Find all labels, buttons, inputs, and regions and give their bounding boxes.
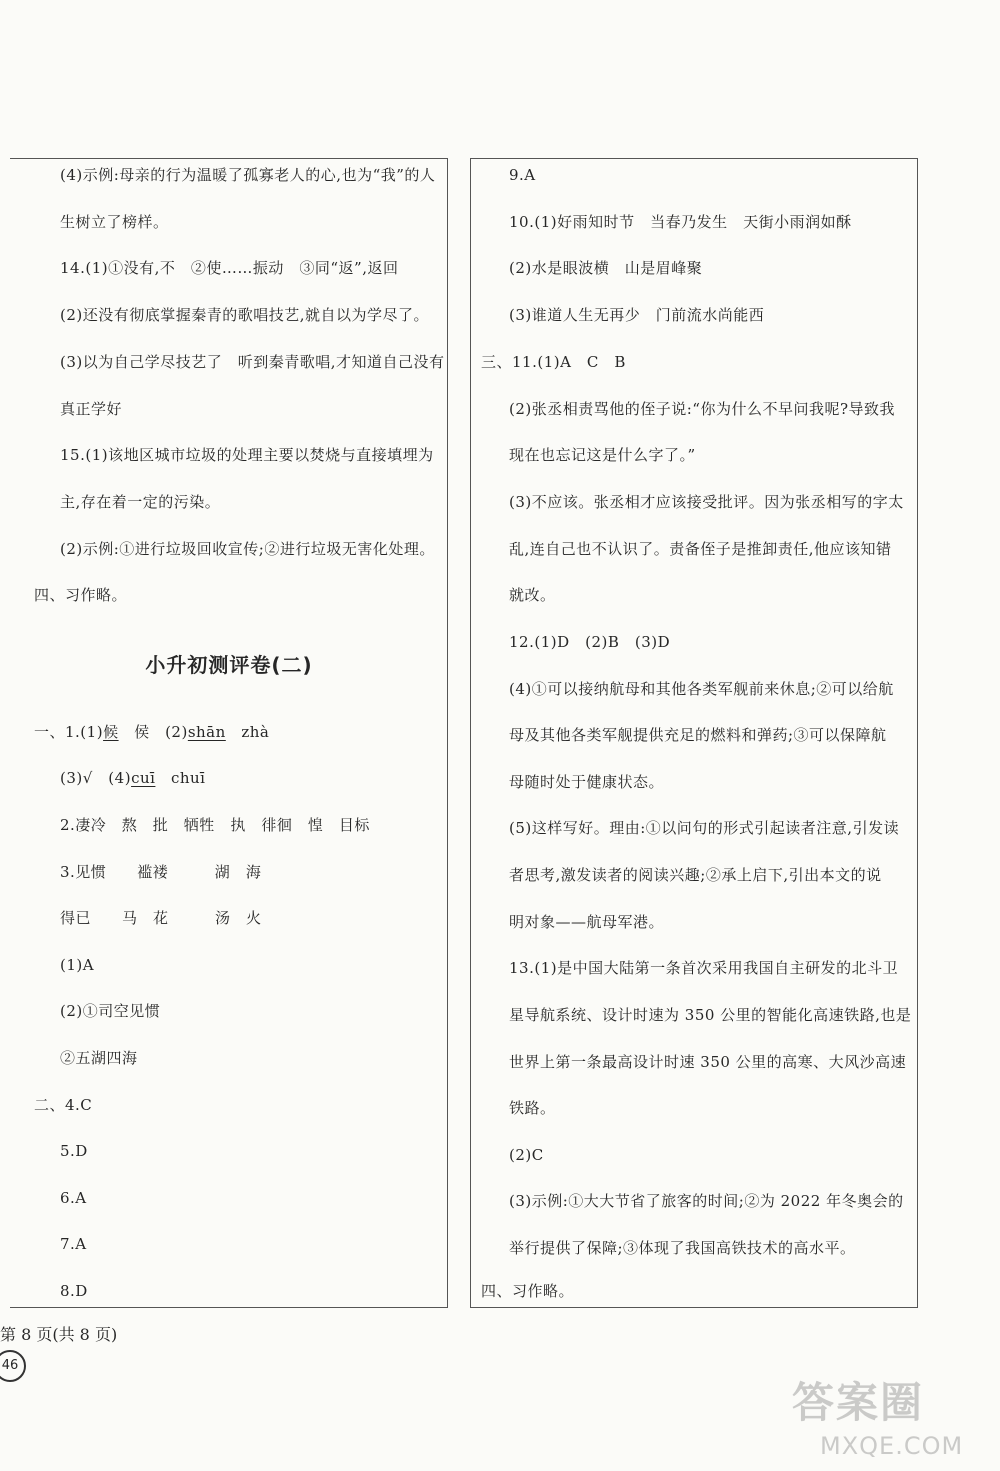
page-number-badge: 46 xyxy=(0,1350,26,1382)
right-answer-column xyxy=(470,158,918,1308)
answer-line: (2)还没有彻底掌握秦青的歌唱技艺,就自以为学尽了。 xyxy=(60,306,430,324)
answer-line: (3)不应该。张丞相才应该接受批评。因为张丞相写的字太 xyxy=(509,493,904,511)
answer-line: 星导航系统、设计时速为 350 公里的智能化高速铁路,也是 xyxy=(509,1006,912,1024)
answer-line: 二、4.C xyxy=(34,1096,93,1114)
answer-line: (3)谁道人生无再少 门前流水尚能西 xyxy=(509,306,765,324)
q1-prefix: 一、1.(1) xyxy=(34,723,104,741)
answer-line: 现在也忘记这是什么字了。” xyxy=(509,446,696,464)
answer-line: (3)以为自己学尽技艺了 听到秦青歌唱,才知道自己没有 xyxy=(60,353,445,371)
answer-line: 明对象——航母军港。 xyxy=(509,913,665,931)
answer-line: 四、习作略。 xyxy=(34,586,128,604)
answer-line: 13.(1)是中国大陆第一条首次采用我国自主研发的北斗卫 xyxy=(509,959,899,977)
answer-line: (5)这样写好。理由:①以问句的形式引起读者注意,引发读 xyxy=(509,819,900,837)
q1-2-prefix: (3)√ (4) xyxy=(60,769,132,787)
q1-char-a: 候 xyxy=(103,723,119,741)
answer-line: 母及其他各类军舰提供充足的燃料和弹药;③可以保障航 xyxy=(509,726,887,744)
answer-line: 者思考,激发读者的阅读兴趣;②承上启下,引出本文的说 xyxy=(509,866,882,884)
q1-2-pinyin-a: cuī xyxy=(131,769,156,787)
watermark-url: MXQE.COM xyxy=(820,1432,964,1460)
answer-line: (2)张丞相责骂他的侄子说:“你为什么不早问我呢?导致我 xyxy=(509,400,896,418)
watermark-logo: 答案圈 xyxy=(792,1378,925,1427)
answer-line: 铁路。 xyxy=(509,1099,556,1117)
answer-line: (3)示例:①大大节省了旅客的时间;②为 2022 年冬奥会的 xyxy=(509,1192,904,1210)
answer-line: 三、11.(1)A C B xyxy=(481,353,626,371)
answer-line: 5.D xyxy=(60,1142,88,1160)
answer-line: 乱,连自己也不认识了。责备侄子是推卸责任,他应该知错 xyxy=(509,540,892,558)
answer-line: 母随时处于健康状态。 xyxy=(509,773,665,791)
answer-line: (2)示例:①进行垃圾回收宣传;②进行垃圾无害化处理。 xyxy=(60,540,435,558)
answer-line: 主,存在着一定的污染。 xyxy=(60,493,221,511)
q1-pinyin-a: shān xyxy=(187,723,226,741)
answer-line: 2.凄冷 熬 批 牺牲 执 徘徊 惶 目标 xyxy=(60,816,370,834)
answer-line: 10.(1)好雨知时节 当春乃发生 天街小雨润如酥 xyxy=(509,213,852,231)
watermark xyxy=(792,1370,982,1465)
answer-line: 8.D xyxy=(60,1282,88,1300)
answer-line: (2)C xyxy=(509,1146,544,1164)
answer-line: 世界上第一条最高设计时速 350 公里的高寒、大风沙高速 xyxy=(509,1053,907,1071)
answer-line: 6.A xyxy=(60,1189,87,1207)
answer-line: (2)水是眼波横 山是眉峰聚 xyxy=(509,259,703,277)
answer-line: 举行提供了保障;③体现了我国高铁技术的高水平。 xyxy=(509,1239,856,1257)
page-footer: 第 8 页(共 8 页) xyxy=(0,1325,118,1344)
answer-line: 12.(1)D (2)B (3)D xyxy=(509,633,671,651)
answer-line-q1 xyxy=(34,722,269,742)
answer-line: 就改。 xyxy=(509,586,556,604)
q1-mid: 侯 (2) xyxy=(118,723,188,741)
answer-line: 得已 马 花 汤 火 xyxy=(60,909,262,927)
answer-line: 真正学好 xyxy=(60,400,123,418)
answer-line: ②五湖四海 xyxy=(60,1049,138,1067)
answer-line: 15.(1)该地区城市垃圾的处理主要以焚烧与直接填埋为 xyxy=(60,446,434,464)
answer-line-q1-2 xyxy=(60,768,205,788)
answer-line: (1)A xyxy=(60,956,95,974)
answer-line: 7.A xyxy=(60,1235,87,1253)
q1-2-pinyin-b: chuī xyxy=(170,769,206,787)
answer-line: 14.(1)①没有,不 ②使……振动 ③同“返”,返回 xyxy=(60,259,399,277)
q1-pinyin-b: zhà xyxy=(241,723,270,741)
answer-line: 生树立了榜样。 xyxy=(60,213,169,231)
section-title: 小升初测评卷(二) xyxy=(145,653,313,677)
answer-line: 9.A xyxy=(509,166,536,184)
left-answer-column xyxy=(10,158,448,1308)
answer-line: (4)①可以接纳航母和其他各类军舰前来休息;②可以给航 xyxy=(509,680,894,698)
answer-line: 3.见惯 褴褛 湖 海 xyxy=(60,863,262,881)
answer-line: (4)示例:母亲的行为温暖了孤寡老人的心,也为“我”的人 xyxy=(60,166,436,184)
answer-line: (2)①司空见惯 xyxy=(60,1002,161,1020)
answer-line: 四、习作略。 xyxy=(481,1282,575,1300)
